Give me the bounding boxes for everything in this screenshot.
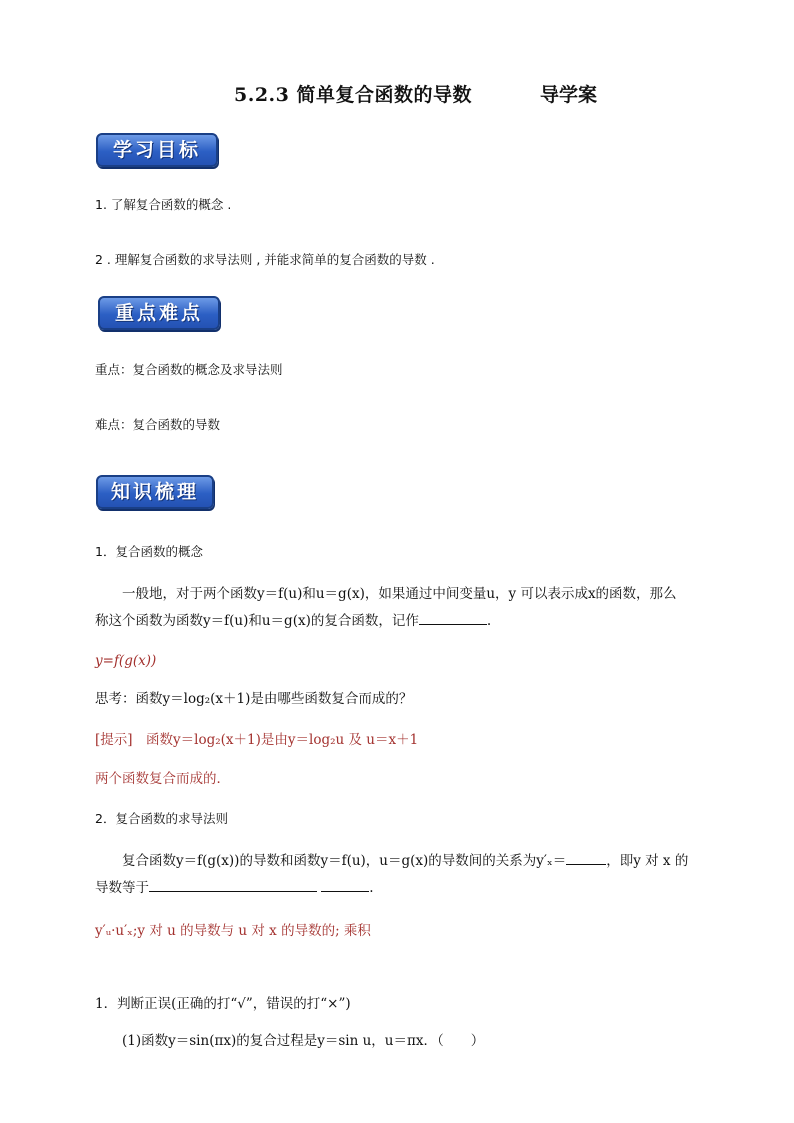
heading-composite-concept: 1．复合函数的概念 <box>95 544 203 559</box>
goal-2: 2 . 理解复合函数的求导法则 , 并能求简单的复合函数的导数 . <box>95 252 435 267</box>
hint-line2: 两个函数复合而成的． <box>95 771 230 787</box>
answer-blank <box>321 879 369 892</box>
rule-text-a: 复合函数y＝f(g(x))的导数和函数y＝f(u)，u＝g(x)的导数间的关系为y′ₓ＝ <box>122 853 567 869</box>
rule-text-end: . <box>369 880 374 896</box>
answer-blank <box>419 612 487 625</box>
key-points-badge: 重点难点 <box>98 296 220 330</box>
document-title-suffix: 导学案 <box>540 84 598 106</box>
rule-text-c: 导数等于 <box>95 880 149 896</box>
answer-derivative-rule: y′ᵤ·u′ₓ;y 对 u 的导数与 u 对 x 的导数的; 乘积 <box>95 923 371 939</box>
answer-blank <box>566 852 606 865</box>
answer-composite-notation: y=f(g(x)) <box>95 653 157 669</box>
heading-derivative-rule: 2．复合函数的求导法则 <box>95 811 228 826</box>
document-title: 5.2.3 简单复合函数的导数 <box>234 84 473 106</box>
concept-paragraph-end: . <box>486 613 492 629</box>
learning-goals-badge: 学习目标 <box>96 133 218 167</box>
knowledge-review-badge: 知识梳理 <box>96 475 214 509</box>
answer-blank <box>149 879 317 892</box>
goal-1: 1. 了解复合函数的概念 . <box>95 197 232 212</box>
rule-text-b: ，即y 对 x 的 <box>606 853 689 869</box>
exercise-question-1-1: (1)函数y＝sin(πx)的复合过程是y＝sin u，u＝πx．（ ） <box>122 1033 485 1049</box>
rule-paragraph-line2 <box>95 876 374 896</box>
think-question: 思考：函数y＝log₂(x＋1)是由哪些函数复合而成的？ <box>95 691 413 707</box>
concept-paragraph-line2 <box>95 609 491 629</box>
exercise-question-1: 1．判断正误(正确的打“√”，错误的打“×”) <box>95 996 351 1012</box>
hint-line1: [提示] 函数y＝log₂(x＋1)是由y＝log₂u 及 u＝x＋1 <box>95 732 419 748</box>
rule-paragraph-line1 <box>122 849 688 869</box>
difficult-point: 难点：复合函数的导数 <box>95 417 221 432</box>
key-point: 重点：复合函数的概念及求导法则 <box>95 362 283 377</box>
concept-paragraph-text: 称这个函数为函数y＝f(u)和u＝g(x)的复合函数，记作 <box>95 613 419 629</box>
concept-paragraph-line1: 一般地，对于两个函数y＝f(u)和u＝g(x)，如果通过中间变量u，y 可以表示成x的函数，那么 <box>122 586 677 602</box>
